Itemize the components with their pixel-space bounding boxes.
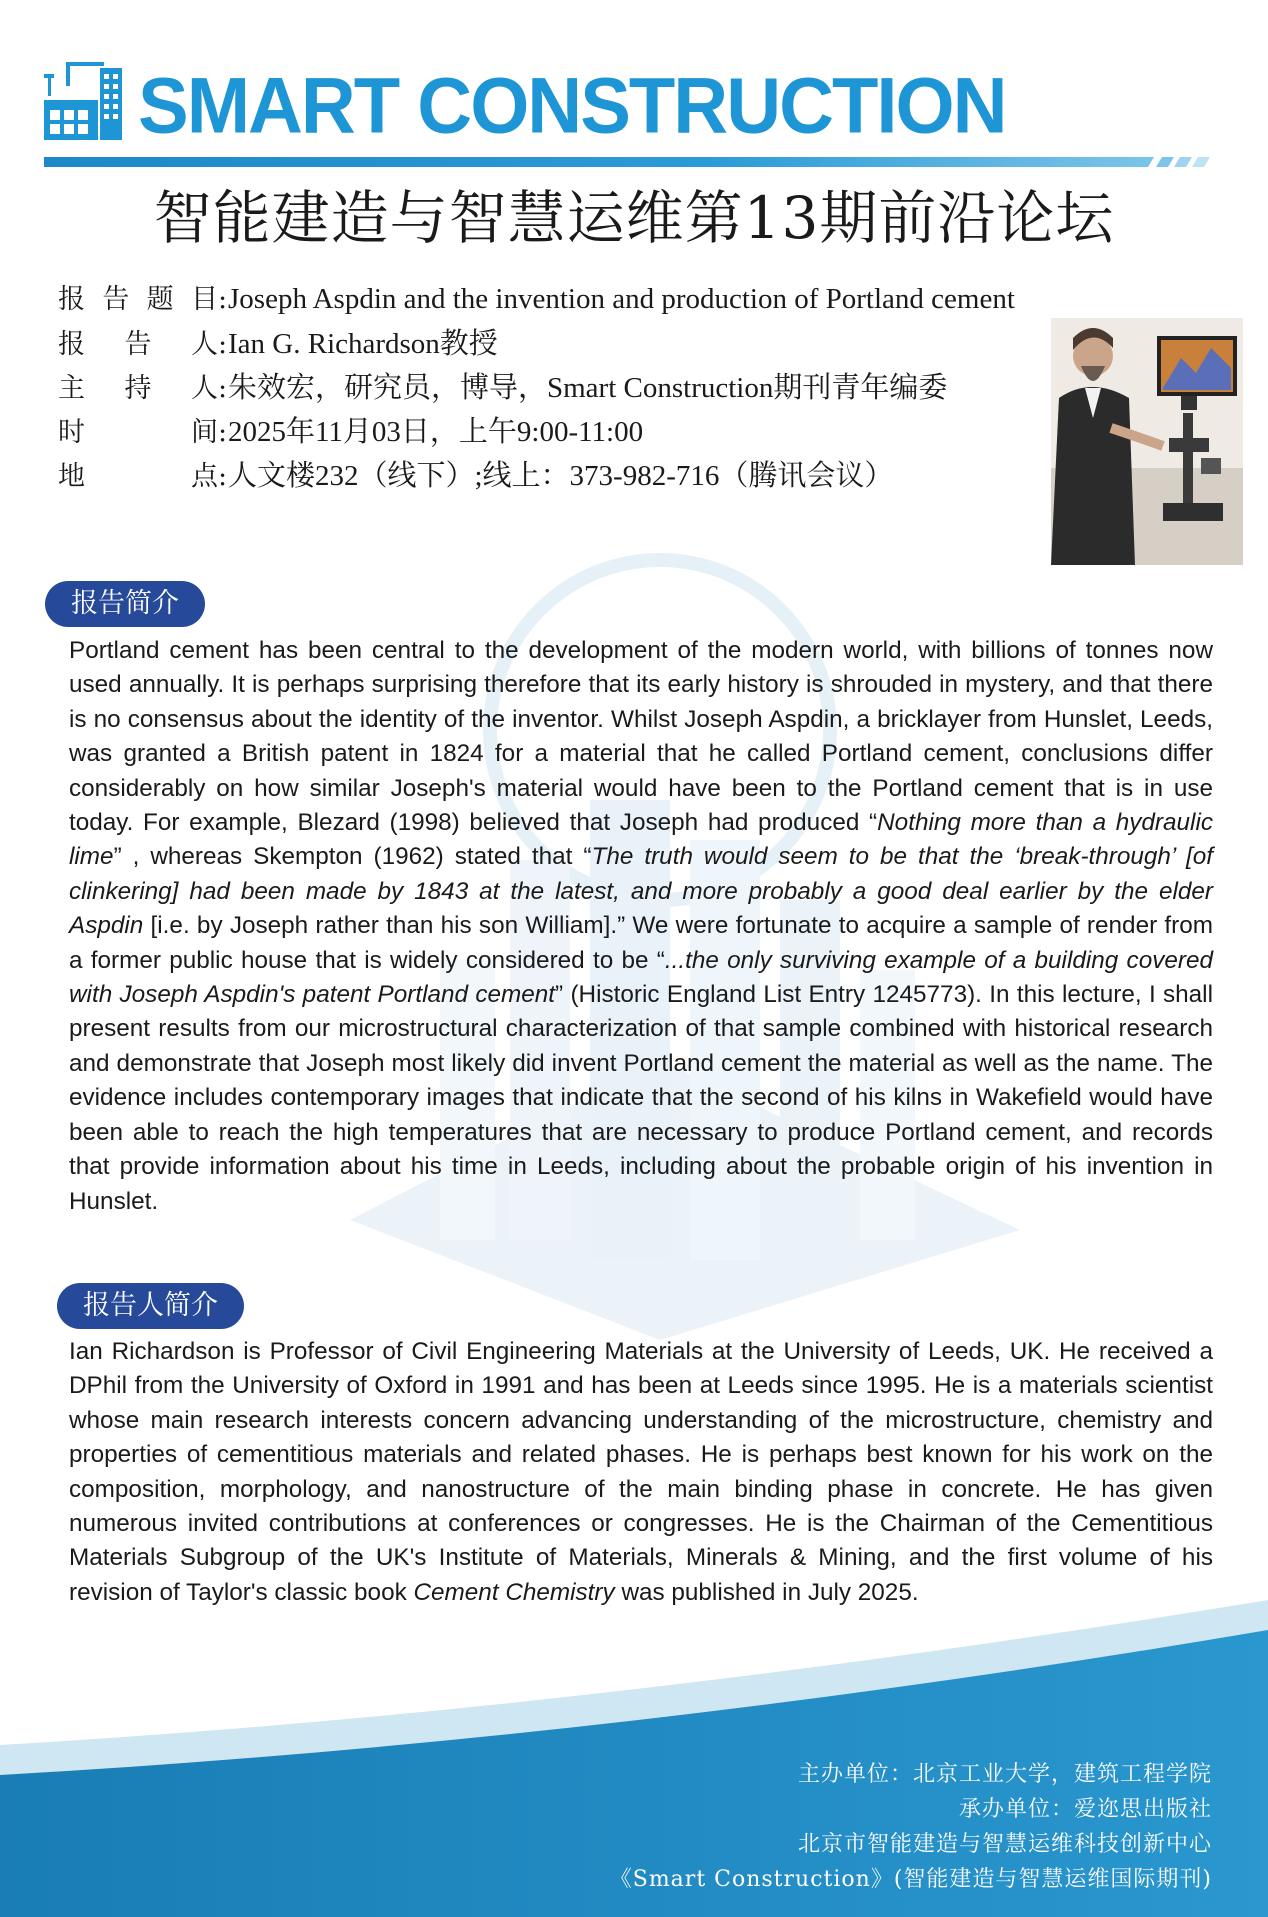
footer-line: 承办单位：爱迩思出版社 xyxy=(958,1797,1212,1822)
forum-title: 智能建造与智慧运维第13期前沿论坛 xyxy=(153,184,1115,252)
brand-title: SMART CONSTRUCTION xyxy=(138,62,1006,151)
abstract-text xyxy=(69,634,1213,1219)
info-label: 时间 xyxy=(58,417,218,448)
abstract-text-part: ” (Historic England List Entry 1245773). In this lecture, I shall present results from our microstructural characterization of that sample combined with historical research and demonstrate that Joseph most likely did invent Portland cement the material as well as the name. The evidence includes contemporary images that indicate that the second of his kilns in Wakefield would have been able to reach the high temperatures that are necessary to produce Portland cement, and records that provide information about his time in Leeds, including about the probable origin of his invention in Hunslet. xyxy=(69,981,1213,1215)
info-row-location: 地点 : 人文楼232（线下）;线上：373-982-716（腾讯会议） xyxy=(58,453,1058,497)
speaker-photo xyxy=(1051,318,1243,565)
info-row-speaker: 报告人 : Ian G. Richardson教授 xyxy=(58,321,1058,365)
footer-line: 主办单位：北京工业大学，建筑工程学院 xyxy=(797,1762,1212,1787)
info-row-host: 主持人 : 朱效宏，研究员，博导，Smart Construction期刊青年编委 xyxy=(58,365,1058,409)
header-rule xyxy=(44,155,1210,169)
bio-text xyxy=(69,1335,1213,1610)
abstract-text-part: ” , whereas Skempton (1962) stated that “ xyxy=(113,843,592,871)
info-label: 报告人 xyxy=(58,329,218,360)
bio-heading: 报告人简介 xyxy=(57,1283,244,1329)
info-label: 地点 xyxy=(58,461,218,492)
info-value: 朱效宏，研究员，博导，Smart Construction期刊青年编委 xyxy=(228,372,948,404)
bio-book-title: Cement Chemistry xyxy=(413,1578,615,1606)
abstract-quote: Nothing more than a hydraulic lime xyxy=(69,809,1213,871)
info-label: 主持人 xyxy=(58,373,218,404)
abstract-quote: ...the only surviving example of a building covered with Joseph Aspdin's patent Portland cement xyxy=(69,946,1213,1009)
info-row-time: 时间 : 2025年11月03日，上午9:00-11:00 xyxy=(58,409,1058,453)
abstract-text-part: [i.e. by Joseph rather than his son William].” We were fortunate to acquire a sample of render from a former public house that is widely considered to be “ xyxy=(69,912,1213,974)
bio-text-part: Ian Richardson is Professor of Civil Engineering Materials at the University of Leeds, UK. He received a DPhil from the University of Oxford in 1991 and has been at Leeds since 1995. He is a materials scientist whose main research interests concern advancing understanding of the microstructure, chemistry and properties of cementitious materials and related phases. He is perhaps best known for his work on the composition, morphology, and nanostructure of the main binding phase in concrete. He has given numerous invited contributions at conferences or congresses. He is the Chairman of the Cementitious Materials Subgroup of the UK's Institute of Materials, Minerals & Mining, and the first volume of his revision of Taylor's classic book xyxy=(69,1338,1213,1606)
info-value: 2025年11月03日，上午9:00-11:00 xyxy=(228,416,644,448)
abstract-heading: 报告简介 xyxy=(45,581,205,627)
footer-organizers xyxy=(312,1757,1212,1897)
info-row-topic: 报告题目 : Joseph Aspdin and the invention and production of Portland cement xyxy=(58,277,1058,321)
footer-line: 《Smart Construction》(智能建造与智慧运维国际期刊) xyxy=(609,1867,1212,1892)
abstract-quote: The truth would seem to be that the ‘break-through’ [of clinkering] had been made by 1843 at the latest, and more probably a good deal earlier by the elder Aspdin xyxy=(69,843,1213,940)
event-info xyxy=(58,277,1058,497)
info-label: 报告题目 xyxy=(58,284,218,315)
bio-text-part: was published in July 2025. xyxy=(614,1578,919,1606)
info-value: 人文楼232（线下）;线上：373-982-716（腾讯会议） xyxy=(228,460,894,492)
info-value: Ian G. Richardson教授 xyxy=(228,328,498,360)
building-logo-icon xyxy=(44,62,122,142)
abstract-text-part: Portland cement has been central to the development of the modern world, with billions of tonnes now used annually. It is perhaps surprising therefore that its early history is shrouded in mystery, and that there is no consensus about the identity of the inventor. Whilst Joseph Aspdin, a bricklayer from Hunslet, Leeds, was granted a British patent in 1824 for a material that he called Portland cement, conclusions differ considerably on how similar Joseph's material would have been to the Portland cement that is in use today. For example, Blezard (1998) believed that Joseph had produced “ xyxy=(69,637,1213,837)
info-value: Joseph Aspdin and the invention and production of Portland cement xyxy=(228,283,1015,315)
footer-line: 北京市智能建造与智慧运维科技创新中心 xyxy=(797,1832,1212,1857)
